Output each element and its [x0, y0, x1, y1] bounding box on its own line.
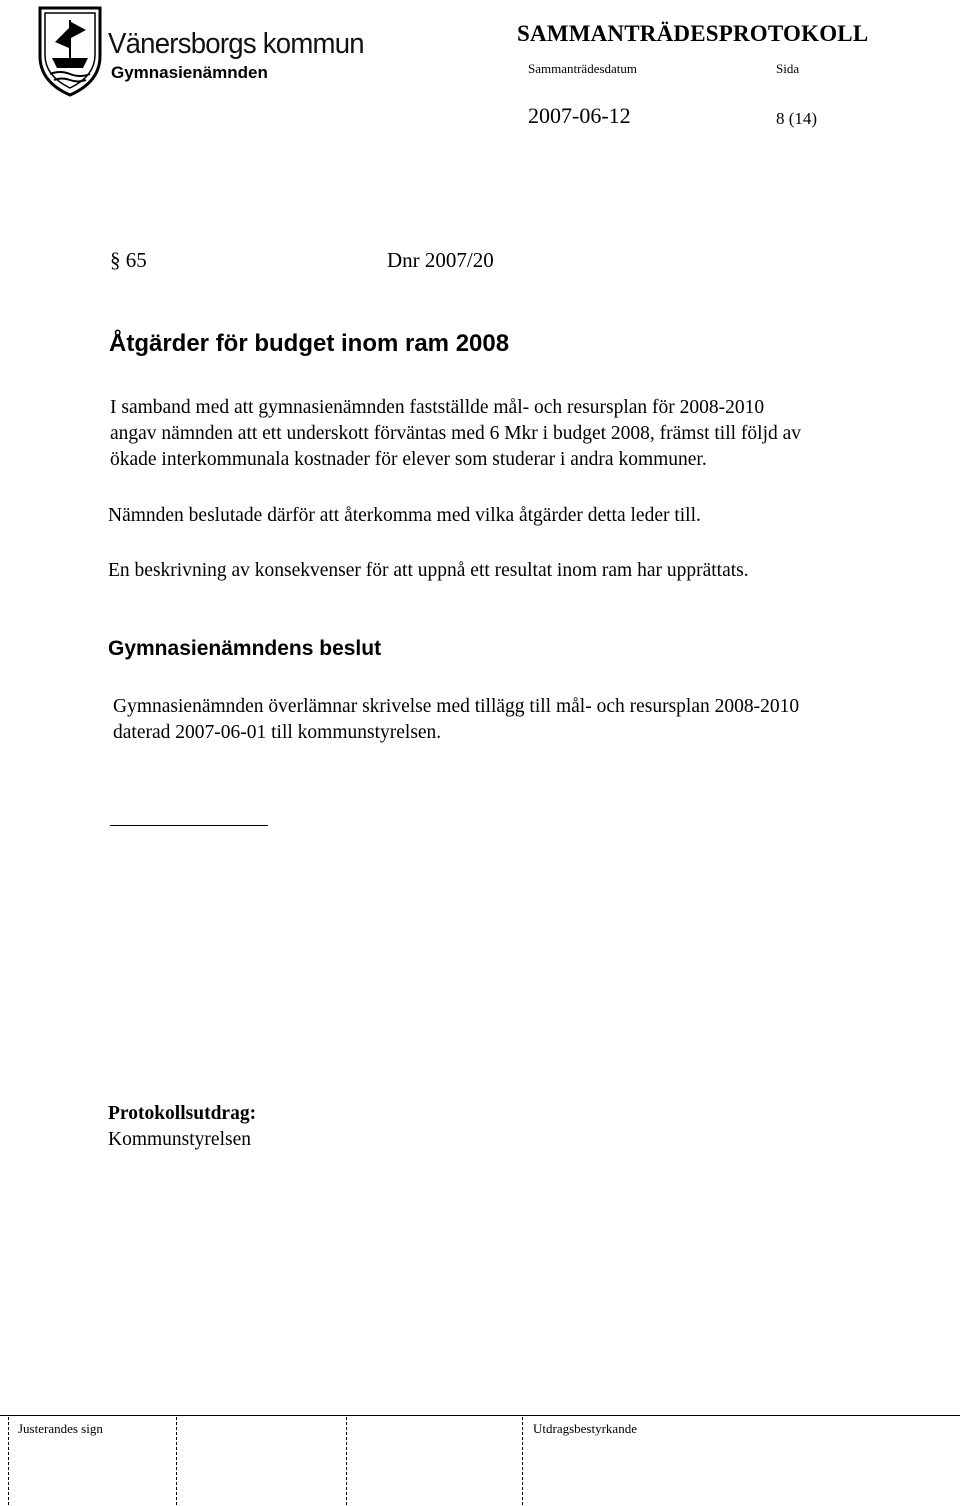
consequences-paragraph: En beskrivning av konsekvenser för att uppnå ett resultat inom ram har upprättats.: [108, 560, 749, 581]
decision-background-paragraph: Nämnden beslutade därför att återkomma med vilka åtgärder detta leder till.: [108, 505, 701, 526]
footer-rule: [0, 1415, 960, 1416]
extract-certification-label: Utdragsbestyrkande: [533, 1421, 637, 1436]
decision-heading: Gymnasienämndens beslut: [108, 637, 382, 660]
page-number-value: 8 (14): [776, 109, 818, 128]
section-title: Åtgärder för budget inom ram 2008: [109, 330, 510, 357]
paragraph-line: Gymnasienämnden överlämnar skrivelse med tillägg till mål- och resursplan 2008-2010: [113, 696, 800, 717]
org-name: Vänersborgs kommun: [108, 28, 364, 60]
paragraph-line: angav nämnden att ett underskott förväntas med 6 Mkr i budget 2008, främst till följd av: [110, 423, 802, 444]
separator-rule: [110, 825, 268, 826]
paragraph-line: daterad 2007-06-01 till kommunstyrelsen.: [113, 722, 442, 743]
paragraph-line: ökade interkommunala kostnader för elever som studerar i andra kommuner.: [110, 449, 707, 470]
signature-box-divider: [346, 1417, 347, 1505]
background-paragraph: [110, 395, 801, 473]
committee-name: Gymnasienämnden: [111, 63, 268, 82]
meeting-date-value: 2007-06-12: [528, 103, 631, 128]
document-type-title: SAMMANTRÄDESPROTOKOLL: [517, 21, 869, 46]
adjuster-signature-label: Justerandes sign: [18, 1421, 103, 1436]
meeting-date-label: Sammanträdesdatum: [528, 61, 638, 76]
signature-box-divider: [8, 1417, 9, 1505]
paragraph-line: I samband med att gymnasienämnden fastställde mål- och resursplan för 2008-2010: [110, 397, 765, 418]
signature-box-divider: [522, 1417, 523, 1505]
signature-box-divider: [176, 1417, 177, 1505]
diary-number: Dnr 2007/20: [387, 248, 494, 272]
extract-label: Protokollsutdrag:: [108, 1103, 257, 1124]
municipal-coat-of-arms-logo: [36, 2, 104, 98]
paragraph-number: § 65: [110, 248, 147, 272]
page-label: Sida: [776, 61, 800, 76]
decision-paragraph: [113, 694, 799, 746]
extract-recipient: Kommunstyrelsen: [108, 1129, 251, 1150]
